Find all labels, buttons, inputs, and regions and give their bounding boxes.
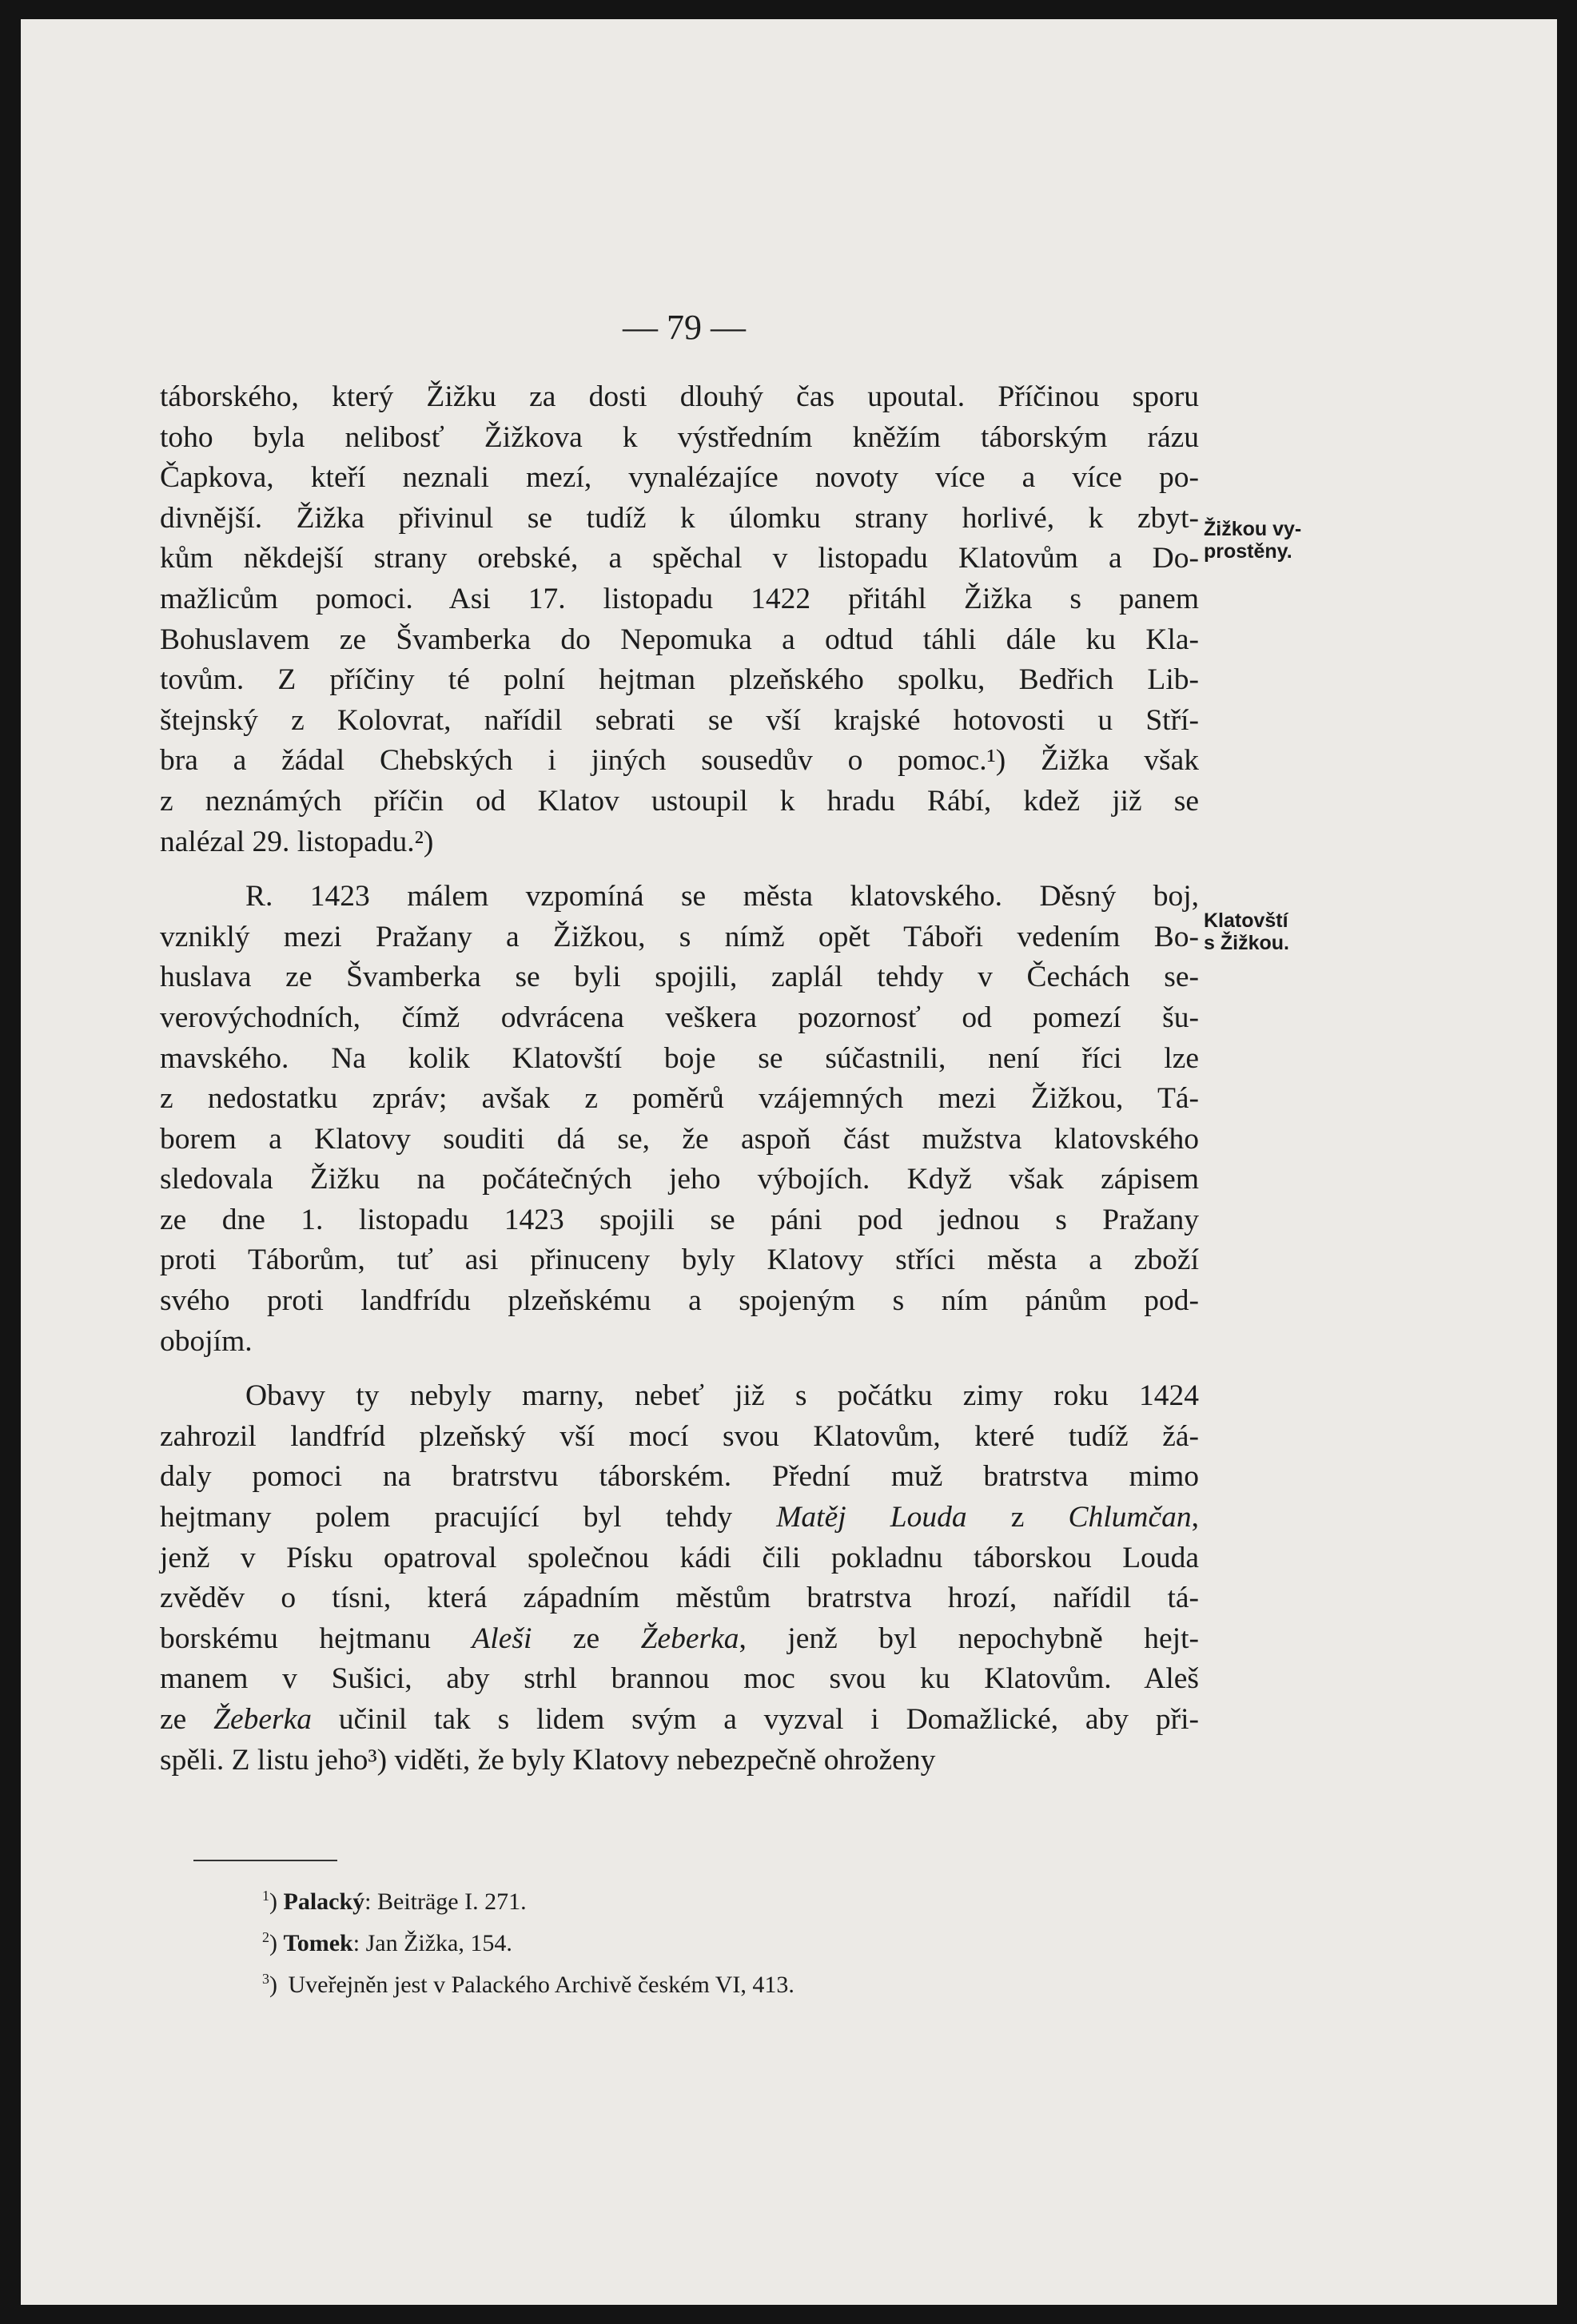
italic-name: Matěj Louda [776,1501,967,1534]
text-line: Čapkova, kteří neznali mezí, vynalézajíce novoty více a více po- [160,461,1199,495]
margin-note [1204,518,1364,563]
text-line: z nedostatku zpráv; avšak z poměrů vzájemných mezi Žižkou, Tá- [160,1082,1199,1116]
main-text [160,377,1199,1781]
footnote: $^2$) Tomek: Jan Žižka, 154. [262,1929,512,1956]
text-line: huslava ze Švamberka se byli spojili, zaplál tehdy v Čechách se- [160,961,1199,994]
margin-note [1204,909,1364,954]
text-line: z neznámých příčin od Klatov ustoupil k hradu Rábí, kdež již se [160,784,1199,818]
footnote: $^1$) Palacký: Beiträge I. 271. [262,1888,527,1915]
text-line: jenž v Písku opatroval společnou kádi čili pokladnu táborskou Louda [160,1541,1199,1574]
paragraph [160,377,1199,862]
footnote: $^3$) Uveřejněn jest v Palackého Archivě českém VI, 413. [262,1971,794,1998]
text-line: borskému hejtmanu Aleši ze Žeberka, jenž byl nepochybně hejt- [160,1622,1199,1655]
text-line: ze Žeberka učinil tak s lidem svým a vyzval i Domažlické, aby při- [160,1703,1199,1736]
text-line: divnější. Žižka přivinul se tudíž k úlomku strany horlivé, k zbyt- [160,501,1199,535]
text-line: hejtmany polem pracující byl tehdy Matěj Louda z Chlumčan, [160,1501,1200,1534]
text-line: borem a Klatovy souditi dá se, že aspoň část mužstva klatovského [160,1122,1199,1156]
text-line: toho byla nelibosť Žižkova k výstředním kněžím táborským rázu [160,420,1199,454]
page-number: — 79 — [623,308,746,347]
footnote-number: 1 [262,1888,269,1904]
paragraph [160,877,1199,1362]
text-line: ze dne 1. listopadu 1423 spojili se páni pod jednou s Pražany [160,1203,1199,1236]
text-line: nalézal 29. listopadu.²) [160,825,434,858]
footnote-author: Palacký [283,1888,365,1915]
text-line: svého proti landfrídu plzeňskému a spojeným s ním pánům pod- [160,1284,1199,1318]
margin-note-line: Klatovští [1204,909,1288,932]
text-line: Bohuslavem ze Švamberka do Nepomuka a odtud táhli dále ku Kla- [160,623,1199,656]
text-line: sledovala Žižku na počátečných jeho výbojích. Když však zápisem [160,1163,1199,1196]
text-line: mavského. Na kolik Klatovští boje se súčastnili, není říci lze [160,1041,1199,1075]
text-line: táborského, který Žižku za dosti dlouhý čas upoutal. Příčinou sporu [160,380,1199,413]
footnote-ref: Uveřejněn jest v Palackého Archivě českém VI, 413. [288,1972,794,1998]
text-line: manem v Sušici, aby strhl brannou moc svou ku Klatovům. Aleš [160,1662,1199,1696]
text-line: verovýchodních, čímž odvrácena veškera pozornosť od pomezí šu- [160,1001,1199,1034]
text-line: Obavy ty nebyly marny, nebeť již s počátku zimy roku 1424 [245,1379,1199,1413]
italic-name: Žeberka [213,1703,312,1736]
paragraph [160,1376,1199,1781]
text-line: zahrozil landfríd plzeňský vší mocí svou Klatovům, které tudíž žá- [160,1419,1199,1453]
text-line: zvěděv o tísni, která západním městům bratrstva hrozí, nařídil tá- [160,1582,1199,1615]
footnote-divider [193,1860,337,1861]
footnote-ref: : Beiträge I. 271. [364,1888,527,1915]
text-line: spěli. Z listu jeho³) viděti, že byly Klatovy nebezpečně ohroženy [160,1743,936,1777]
margin-note-line: s Žižkou. [1204,932,1289,954]
margin-note-line: prostěny. [1204,540,1292,563]
text-line: obojím. [160,1324,253,1358]
text-line: tovům. Z příčiny té polní hejtman plzeňského spolku, Bedřich Lib- [160,663,1199,697]
text-line: proti Táborům, tuť asi přinuceny byly Klatovy stříci města a zboží [160,1244,1199,1277]
footnote-number: 2 [262,1929,269,1945]
text-line: vzniklý mezi Pražany a Žižkou, s nímž opět Táboři vedením Bo- [160,920,1199,953]
text-line: kům někdejší strany orebské, a spěchal v listopadu Klatovům a Do- [160,542,1199,575]
text-line: R. 1423 málem vzpomíná se města klatovského. Děsný boj, [245,880,1199,913]
italic-name: Žeberka [640,1622,739,1655]
margin-note-line: Žižkou vy- [1204,518,1302,540]
footnotes [262,1878,794,2003]
footnote-ref: : Jan Žižka, 154. [352,1930,512,1956]
book-page [21,19,1557,2305]
italic-name: Chlumčan [1068,1501,1192,1534]
text-line: daly pomoci na bratrstvu táborském. Přední muž bratrstva mimo [160,1460,1199,1494]
italic-name: Aleši [472,1622,532,1655]
text-line: mažlicům pomoci. Asi 17. listopadu 1422 přitáhl Žižka s panem [160,582,1199,615]
footnote-author: Tomek [283,1930,353,1956]
text-line: bra a žádal Chebských i jiných sousedův o pomoc.¹) Žižka však [160,744,1199,778]
text-line: štejnský z Kolovrat, nařídil sebrati se vší krajské hotovosti u Stří- [160,703,1199,737]
footnote-number: 3 [262,1971,269,1987]
